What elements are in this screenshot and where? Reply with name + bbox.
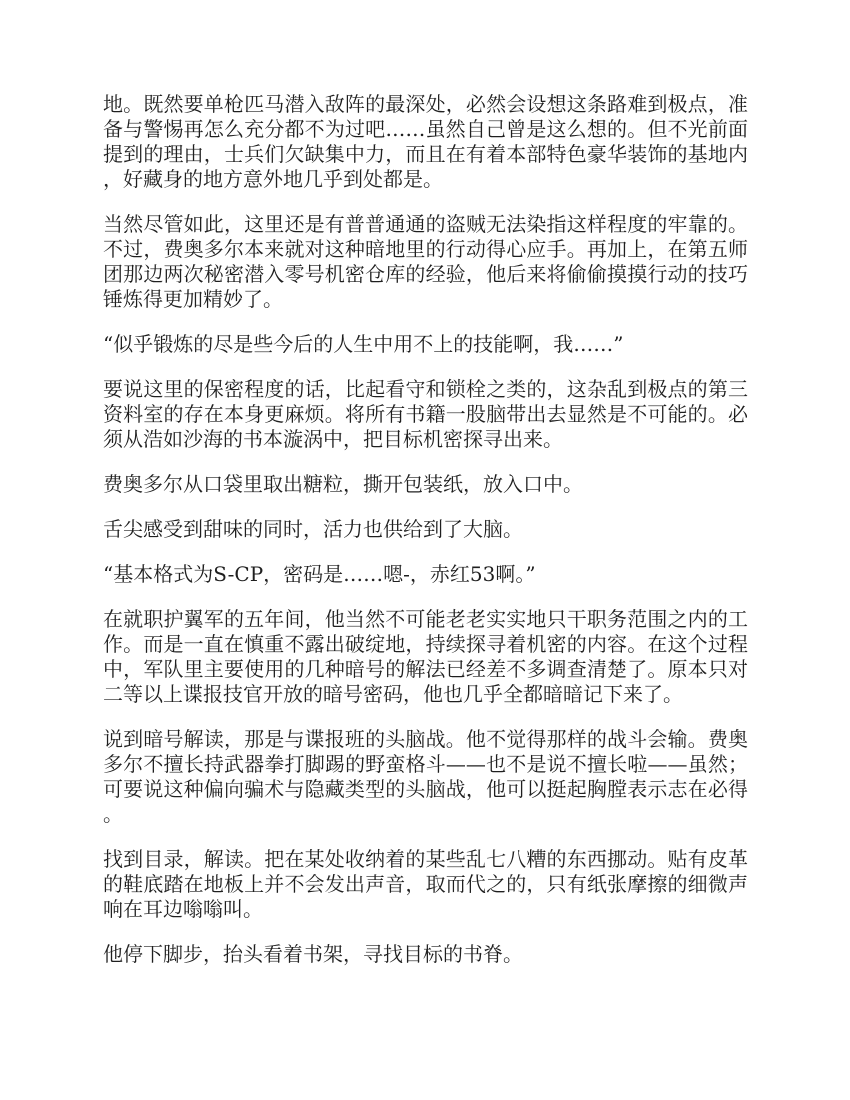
paragraph-2: 当然尽管如此，这里还是有普普通通的盗贼无法染指这样程度的牢靠的。不过，费奥多尔本来就对这种暗地里的行动得心应手。再加上，在第五师团那边两次秘密潜入零号机密仓库的经验，他后来将偷偷摸摸行动的技巧锤炼得更加精妙了。	[103, 212, 748, 311]
paragraph-7: “基本格式为S-CP，密码是……嗯-，赤红53啊。”	[103, 562, 536, 586]
paragraph-4: 要说这里的保密程度的话，比起看守和锁栓之类的，这杂乱到极点的第三资料室的存在本身更麻烦。将所有书籍一股脑带出去显然是不可能的。必须从浩如沙海的书本漩涡中，把目标机密探寻出来。	[103, 377, 748, 451]
paragraph-10: 找到目录，解读。把在某处收纳着的某些乱七八糟的东西挪动。贴有皮革的鞋底踏在地板上并不会发出声音，取而代之的，只有纸张摩擦的细微声响在耳边嗡嗡叫。	[103, 847, 748, 921]
paragraph-3: “似乎锻炼的尽是些今后的人生中用不上的技能啊，我……”	[103, 332, 624, 356]
paragraph-11: 他停下脚步，抬头看着书架，寻找目标的书脊。	[103, 942, 523, 966]
paragraph-9: 说到暗号解读，那是与谍报班的头脑战。他不觉得那样的战斗会输。费奥多尔不擅长持武器拳打脚踢的野蛮格斗——也不是说不擅长啦——虽然；可要说这种偏向骗术与隐藏类型的头脑战，他可以挺起胸膛表示志在必得。	[103, 727, 748, 826]
paragraph-6: 舌尖感受到甜味的同时，活力也供给到了大脑。	[103, 517, 523, 541]
paragraph-5: 费奥多尔从口袋里取出糖粒，撕开包装纸，放入口中。	[103, 472, 583, 496]
paragraph-8: 在就职护翼军的五年间，他当然不可能老老实实地只干职务范围之内的工作。而是一直在慎重不露出破绽地，持续探寻着机密的内容。在这个过程中，军队里主要使用的几种暗号的解法已经差不多调查清楚了。原本只对二等以上谍报技官开放的暗号密码，他也几乎全都暗暗记下来了。	[103, 607, 748, 706]
paragraph-1: 地。既然要单枪匹马潜入敌阵的最深处，必然会设想这条路难到极点，准备与警惕再怎么充分都不为过吧……虽然自己曾是这么想的。但不光前面提到的理由，士兵们欠缺集中力，而且在有着本部特色豪华装饰的基地内，好藏身的地方意外地几乎到处都是。	[103, 92, 748, 191]
document-page	[103, 92, 748, 987]
